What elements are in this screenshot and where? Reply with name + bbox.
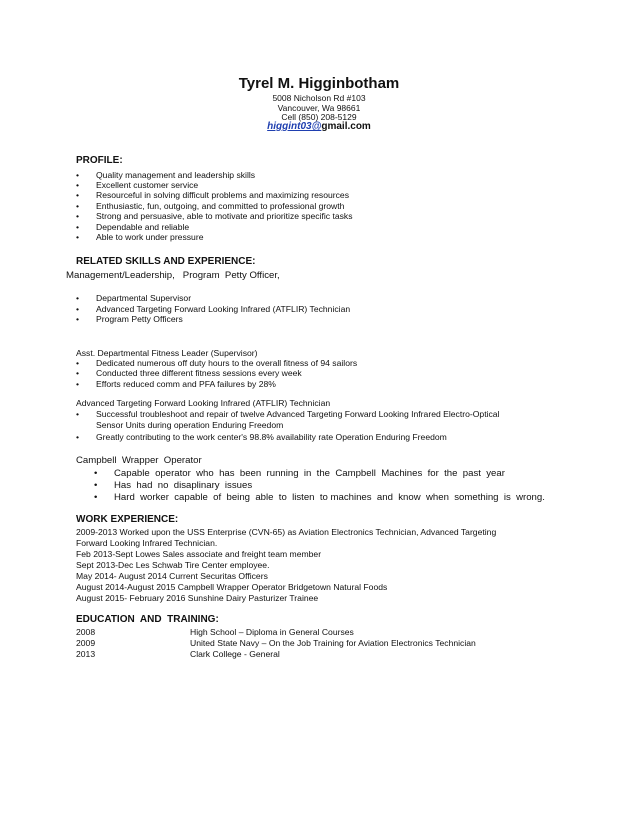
- education-heading: EDUCATION AND TRAINING:: [76, 614, 219, 625]
- city-line: Vancouver, Wa 98661: [277, 103, 361, 113]
- work-line: 2009-2013 Worked upon the USS Enterprise (CVN-65) as Aviation Electronics Technician, Advanced Targeting: [76, 527, 497, 537]
- bullet: •: [76, 190, 80, 200]
- bullet: •: [76, 368, 80, 378]
- work-line: Feb 2013-Sept Lowes Sales associate and freight team member: [76, 549, 322, 559]
- address-line: 5008 Nicholson Rd #103: [272, 93, 366, 103]
- bullet: •: [76, 211, 80, 221]
- work-heading: WORK EXPERIENCE:: [76, 514, 179, 525]
- bullet: •: [76, 304, 80, 314]
- work-line: Forward Looking Infrared Technician.: [76, 538, 218, 548]
- bullet: •: [94, 480, 98, 491]
- bullet: •: [76, 222, 80, 232]
- profile-heading: PROFILE:: [76, 155, 123, 166]
- skills-heading: RELATED SKILLS AND EXPERIENCE:: [76, 256, 256, 267]
- bullet: •: [76, 432, 80, 442]
- work-line: May 2014- August 2014 Current Securitas Officers: [76, 571, 268, 581]
- bullet: •: [76, 232, 80, 242]
- work-line: Sept 2013-Dec Les Schwab Tire Center employee.: [76, 560, 270, 570]
- resume-name: Tyrel M. Higginbotham: [238, 75, 400, 92]
- campbell-title: Campbell Wrapper Operator: [76, 455, 202, 466]
- bullet: •: [76, 180, 80, 190]
- fitness-title: Asst. Departmental Fitness Leader (Supervisor): [76, 348, 258, 358]
- bullet: •: [76, 314, 80, 324]
- bullet: •: [94, 468, 98, 479]
- email-line[interactable]: [0, 121, 638, 132]
- bullet: •: [76, 293, 80, 303]
- skills-subheading: Management/Leadership, Program Petty Officer,: [66, 270, 280, 281]
- bullet: •: [76, 358, 80, 368]
- atflir-item-continuation: Sensor Units during operation Enduring Freedom: [96, 420, 284, 430]
- atflir-title: Advanced Targeting Forward Looking Infrared (ATFLIR) Technician: [76, 398, 331, 408]
- bullet: •: [76, 379, 80, 389]
- work-line: August 2015- February 2016 Sunshine Dairy Pasturizer Trainee: [76, 593, 319, 603]
- email-domain[interactable]: gmail.com: [321, 121, 371, 132]
- bullet: •: [76, 170, 80, 180]
- bullet: •: [76, 201, 80, 211]
- bullet: •: [94, 492, 98, 503]
- phone-line: Cell (850) 208-5129: [281, 112, 357, 122]
- work-line: August 2014-August 2015 Campbell Wrapper Operator Bridgetown Natural Foods: [76, 582, 388, 592]
- email-user[interactable]: higgint03@: [267, 121, 322, 132]
- bullet: •: [76, 409, 80, 419]
